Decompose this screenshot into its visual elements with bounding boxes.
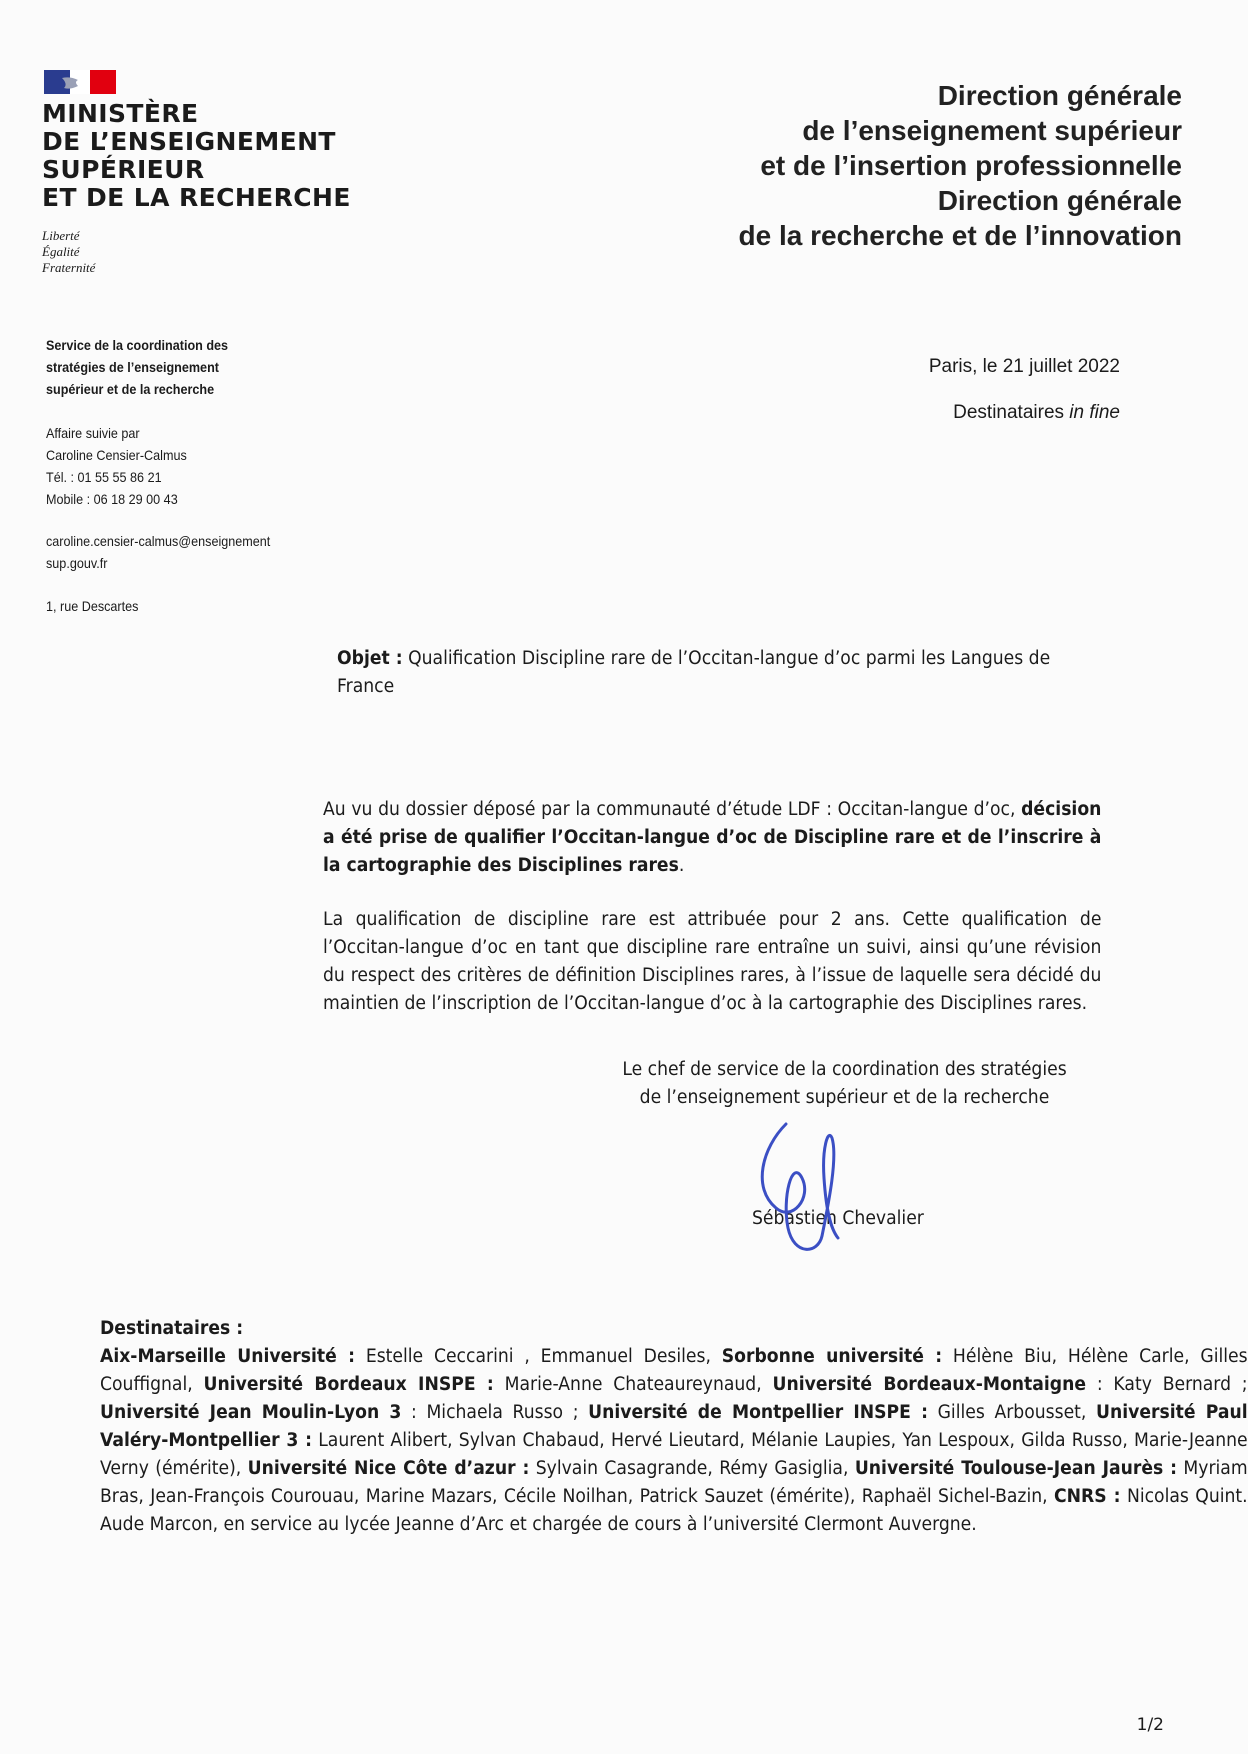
letter-date: Paris, le 21 juillet 2022 — [928, 356, 1120, 377]
motto-line: Égalité — [42, 244, 80, 259]
service-line: supérieur et de la recherche — [46, 381, 215, 397]
recipients-title: Destinataires : — [100, 1318, 244, 1339]
decision-paragraph — [323, 796, 1101, 880]
recipient-org: Sorbonne université : — [721, 1346, 943, 1367]
contact-line: Mobile : 06 18 29 00 43 — [46, 491, 178, 507]
contact-line: Tél. : 01 55 55 86 21 — [46, 469, 162, 485]
page-number: 1/2 — [1136, 1715, 1164, 1735]
direction-line: Direction générale — [937, 185, 1182, 216]
signatory-title — [612, 1056, 1077, 1112]
ministry-name — [42, 100, 372, 212]
service-line: Service de la coordination des — [46, 337, 229, 353]
recipient-names: Gilles Arbousset, — [927, 1402, 1097, 1423]
direction-line: de l’enseignement supérieur — [802, 115, 1182, 146]
motto-line: Liberté — [42, 228, 80, 243]
contact-line: Caroline Censier-Calmus — [46, 447, 187, 463]
direction-line: Direction générale — [937, 80, 1182, 111]
republic-motto — [42, 228, 95, 276]
handwritten-signature-icon — [752, 1118, 872, 1258]
decision-end: . — [678, 855, 685, 876]
subject-line — [337, 645, 1102, 701]
service-line: stratégies de l’enseignement — [46, 359, 219, 375]
motto-line: Fraternité — [42, 260, 96, 275]
recipient-org: Université Nice Côte d’azur : — [247, 1458, 530, 1479]
recipient-org: CNRS : — [1054, 1486, 1121, 1507]
recipient-names: Laurent Alibert, Sylvan Chabaud, Hervé Lieutard, Mélanie Laupies, Yan Lespoux, Gilda Russo, Marie-Jeanne Verny (émérite), — [100, 1430, 1248, 1479]
ministry-line: ET DE LA RECHERCHE — [42, 183, 351, 212]
subject-label: Objet : — [337, 648, 403, 669]
subject-text: Qualification Discipline rare de l’Occitan-langue d’oc parmi les Langues de France — [337, 648, 1051, 697]
marianne-logo-icon — [44, 70, 116, 94]
ministry-line: SUPÉRIEUR — [42, 155, 205, 184]
direction-line: de la recherche et de l’innovation — [738, 220, 1182, 251]
direction-line: et de l’insertion professionnelle — [760, 150, 1182, 181]
recipient-names: Nicolas Quint. Aude Marcon, en service au lycée Jeanne d’Arc et chargée de cours à l’université Clermont Auvergne. — [100, 1486, 1248, 1535]
email-line: caroline.censier-calmus@enseignement — [46, 533, 271, 549]
recipient-org: Université Bordeaux-Montaigne — [772, 1374, 1087, 1395]
recipient-names: : Katy Bernard ; — [1086, 1374, 1248, 1395]
recipients-mention-suffix: in fine — [1069, 402, 1120, 423]
recipient-names: Myriam Bras, Jean-François Courouau, Marine Mazars, Cécile Noilhan, Patrick Sauzet (émérite), Raphaël Sichel-Bazin, — [100, 1458, 1248, 1507]
qualification-paragraph: La qualification de discipline rare est attribuée pour 2 ans. Cette qualification de l’Occitan-langue d’oc en tant que discipline rare entraîne un suivi, ainsi qu’une révision du respect des critères de définition Disciplines rares, à l’issue de laquelle sera décidé du maintien de l’inscription de l’Occitan-langue d’oc à la cartographie des Disciplines rares. — [323, 909, 1102, 1014]
recipient-org: Université Jean Moulin-Lyon 3 — [100, 1402, 402, 1423]
recipient-names: Marie-Anne Chateaureynaud, — [493, 1374, 773, 1395]
ministry-line: MINISTÈRE — [42, 99, 199, 128]
recipients-paragraph — [100, 1343, 1248, 1539]
decision-intro: Au vu du dossier déposé par la communauté d’étude LDF : Occitan-langue d’oc, — [323, 799, 1022, 820]
recipient-org: Université Paul Valéry-Montpellier 3 : — [100, 1402, 1248, 1451]
signatory-title-line: Le chef de service de la coordination des stratégies — [622, 1059, 1067, 1080]
contact-email — [46, 530, 316, 574]
contact-block — [46, 422, 316, 510]
recipients-mention-prefix: Destinataires — [953, 402, 1070, 423]
issuing-directions — [462, 78, 1182, 253]
email-line: sup.gouv.fr — [46, 555, 108, 571]
recipients-list — [100, 1315, 1248, 1539]
recipient-names: : Michaela Russo ; — [401, 1402, 589, 1423]
decision-statement: décision a été prise de qualifier l’Occitan-langue d’oc de Discipline rare et de l’inscrire à la cartographie des Disciplines rares — [323, 799, 1102, 876]
recipients-mention — [953, 402, 1120, 424]
recipient-org: Université Bordeaux INSPE : — [203, 1374, 494, 1395]
recipient-names: Estelle Ceccarini , Emmanuel Desiles, — [355, 1346, 722, 1367]
signatory-title-line: de l’enseignement supérieur et de la recherche — [639, 1087, 1050, 1108]
recipient-org: Aix-Marseille Université : — [100, 1346, 356, 1367]
recipient-names: Hélène Biu, Hélène Carle, Gilles Couffignal, — [100, 1346, 1248, 1395]
contact-line: Affaire suivie par — [46, 425, 140, 441]
service-name — [46, 334, 271, 400]
recipient-org: Université Toulouse-Jean Jaurès : — [854, 1458, 1178, 1479]
postal-address: 1, rue Descartes — [46, 598, 139, 614]
recipient-names: Sylvain Casagrande, Rémy Gasiglia, — [529, 1458, 855, 1479]
ministry-line: DE L’ENSEIGNEMENT — [42, 127, 336, 156]
signatory-name: Sébastien Chevalier — [752, 1208, 924, 1229]
recipient-org: Université de Montpellier INSPE : — [588, 1402, 928, 1423]
